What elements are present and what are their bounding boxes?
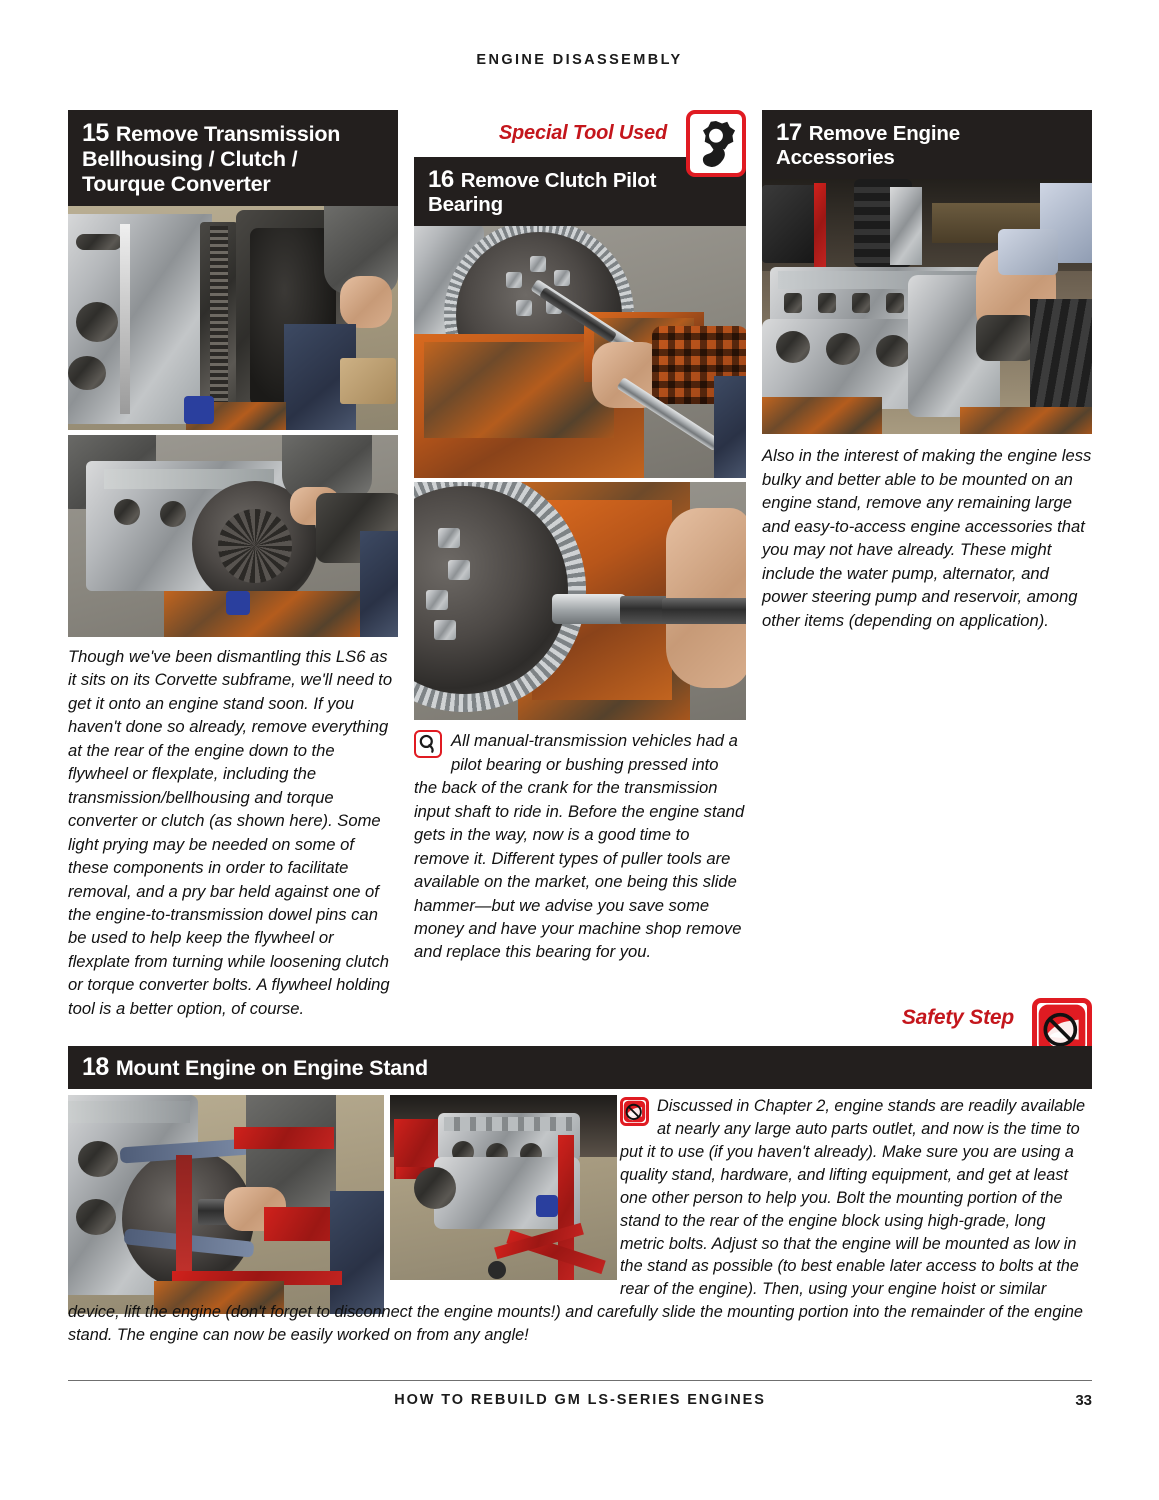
safety-step-label: Safety Step	[901, 1006, 1014, 1029]
step-16-photo-bottom	[414, 482, 746, 720]
step-18-caption-text: Discussed in Chapter 2, engine stands are readily available at nearly any large auto parts outlet, and now is the time to put it to use (if you haven't already). Make sure you are using a quality stand, hardware, and lifting equipment, and get at least one other person to help you. Bolt the mounting portion of the stand to the rear of the engine block using high-grade, long metric bolts. Adjust so that the engine will be mounted as low in the stand as possible (to best enable later access to bolts at the rear of the engine). Then, using your engine hoist or similar device, lift the engine (don't forget to disconnect the engine mounts!) and carefully slide the mounting portion into the remainder of the engine stand. The engine can now be easily worked on from any angle!	[68, 1097, 1086, 1345]
step-17-column	[762, 110, 1092, 632]
step-16-caption-text: All manual-transmission vehicles had a pilot bearing or bushing pressed into the back of the crank for the transmission input shaft to ride in. Before the engine stand gets in the way, now is a good time to remove it. Different types of puller tools are available on the market, one being this slide hammer—but we advise you save some money and have your machine shop remove and replace this bearing for you.	[414, 731, 745, 962]
step-16-photo-top	[414, 226, 746, 478]
step-15-title: Remove Transmission Bellhousing / Clutch / Tourque Converter	[82, 122, 341, 196]
special-tool-flag	[414, 110, 746, 157]
text-wrap-spacer	[68, 1095, 620, 1287]
step-18-header	[68, 1046, 1092, 1089]
step-18-number: 18	[82, 1053, 109, 1081]
step-16-title: Remove Clutch Pilot Bearing	[428, 169, 657, 217]
step-17-photo	[762, 179, 1092, 434]
footer-divider	[68, 1380, 1092, 1381]
running-head: ENGINE DISASSEMBLY	[476, 52, 683, 68]
step-15-caption: Though we've been dismantling this LS6 as it sits on its Corvette subframe, we'll need to get it onto an engine stand soon. If you haven't done so already, remove everything at the rear of the engine down to the flywheel or flexplate, including the transmission/bellhousing and torque converter or clutch (as shown here). Some light prying may be needed on some of these components in order to facilitate removal, and a pry bar held against one of the engine-to-transmission dowel pins can be used to help keep the flywheel or flexplate from turning while loosening clutch or torque converter bolts. A flywheel holding tool is a better option, of course.	[68, 646, 393, 1018]
step-18-block	[68, 1046, 1092, 1345]
step-17-number: 17	[776, 119, 802, 146]
footer-title: HOW TO REBUILD GM LS-SERIES ENGINES	[394, 1392, 766, 1408]
step-16-caption	[414, 729, 746, 964]
step-17-header	[762, 110, 1092, 179]
step-16-column	[414, 110, 746, 964]
step-15-photo-top	[68, 206, 398, 430]
step-16-number: 16	[428, 166, 454, 193]
wrench-icon	[686, 110, 746, 177]
step-17-caption: Also in the interest of making the engine less bulky and better able to be mounted on an engine stand, remove any remaining large and easy-to-access engine accessories that you may not have already. These might include the water pump, alternator, and power steering pump and reservoir, among other items (depending on application).	[762, 446, 1092, 630]
magnifier-icon	[414, 730, 442, 758]
page-number: 33	[1075, 1392, 1092, 1409]
footer	[68, 1392, 1092, 1414]
no-entry-icon	[620, 1097, 649, 1126]
step-15-photo-bottom	[68, 435, 398, 637]
step-15-header	[68, 110, 398, 206]
step-15-number: 15	[82, 119, 109, 147]
step-15-column	[68, 110, 398, 1020]
step-18-title: Mount Engine on Engine Stand	[115, 1056, 428, 1080]
step-18-caption	[68, 1095, 1092, 1347]
step-17-title: Remove Engine Accessories	[776, 122, 960, 170]
special-tool-label: Special Tool Used	[498, 122, 667, 144]
